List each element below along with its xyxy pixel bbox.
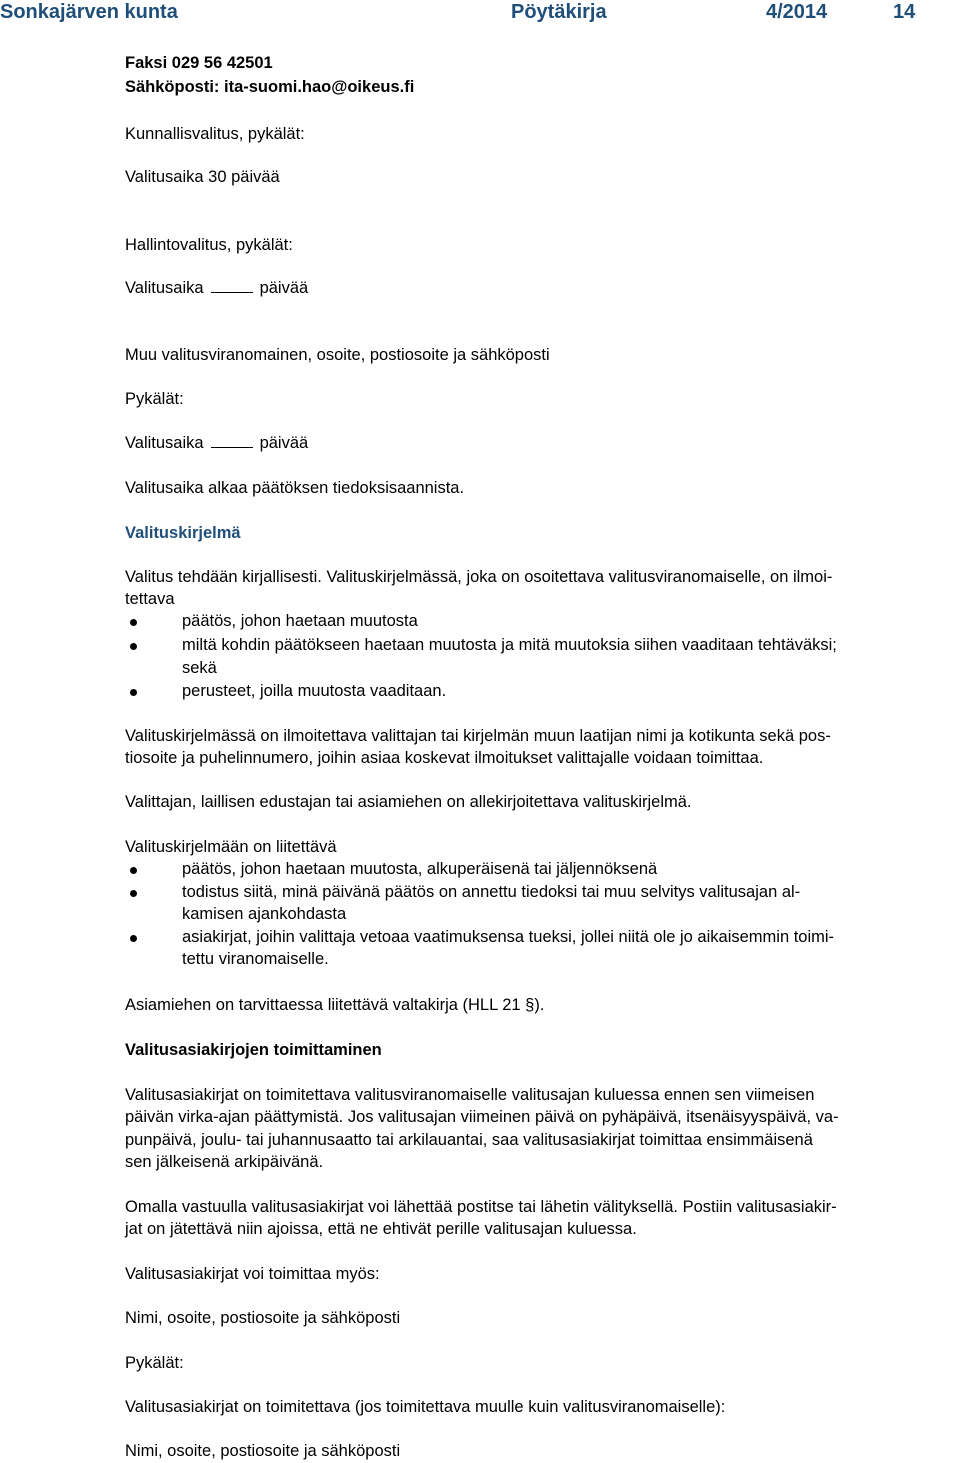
power-of-attorney-text: Asiamiehen on tarvittaessa liitettävä valtakirja (HLL 21 §). bbox=[125, 996, 545, 1014]
list-item-continuation: sekä bbox=[182, 659, 217, 677]
list-item: miltä kohdin päätökseen haetaan muutosta ja mitä muutoksia siihen vaaditaan tehtäväksi; bbox=[182, 636, 837, 654]
other-authority-label: Muu valitusviranomainen, osoite, postiosoite ja sähköposti bbox=[125, 346, 550, 364]
appeal-document-heading: Valituskirjelmä bbox=[125, 524, 241, 542]
paragraph-line: Omalla vastuulla valitusasiakirjat voi lähettää postitse tai lähetin välityksellä. Postiin valitusasiakir- bbox=[125, 1198, 837, 1216]
admin-appeal-period bbox=[125, 278, 308, 299]
municipal-appeal-label: Kunnallisvalitus, pykälät: bbox=[125, 125, 305, 143]
blank-field bbox=[211, 433, 253, 448]
paragraph-line: tiosoite ja puhelinnumero, joihin asiaa koskevat ilmoitukset valittajalle voidaan toimittaa. bbox=[125, 749, 764, 767]
fax-number: Faksi 029 56 42501 bbox=[125, 54, 273, 72]
name-address-label: Nimi, osoite, postiosoite ja sähköposti bbox=[125, 1442, 401, 1460]
admin-appeal-label: Hallintovalitus, pykälät: bbox=[125, 236, 293, 254]
delivery-heading: Valitusasiakirjojen toimittaminen bbox=[125, 1041, 382, 1059]
signature-requirement: Valittajan, laillisen edustajan tai asiamiehen on allekirjoitettava valituskirjelmä. bbox=[125, 793, 692, 811]
period-label: Valitusaika bbox=[125, 279, 204, 297]
bullet-icon bbox=[130, 935, 137, 942]
paragraph-line: Valituskirjelmässä on ilmoitettava valittajan tai kirjelmän muun laatijan nimi ja kotikunta sekä pos- bbox=[125, 727, 831, 745]
paragraph-line: päivän virka-ajan päättymistä. Jos valitusajan viimeinen päivä on pyhäpäivä, itsenäisyyspäivä, va- bbox=[125, 1108, 839, 1126]
name-address-label: Nimi, osoite, postiosoite ja sähköposti bbox=[125, 1309, 401, 1327]
also-deliver-label: Valitusasiakirjat voi toimittaa myös: bbox=[125, 1265, 380, 1283]
paragraph-line: jat on jätettävä niin ajoissa, että ne ehtivät perille valitusajan kuluessa. bbox=[125, 1220, 637, 1238]
municipality-name: Sonkajärven kunta bbox=[0, 1, 178, 23]
list-item: todistus siitä, minä päivänä päätös on annettu tiedoksi tai muu selvitys valitusajan al- bbox=[182, 883, 801, 901]
days-label: päivää bbox=[259, 434, 309, 452]
bullet-icon bbox=[130, 689, 137, 696]
document-type: Pöytäkirja bbox=[511, 1, 607, 23]
email-address: Sähköposti: ita-suomi.hao@oikeus.fi bbox=[125, 78, 415, 96]
blank-field bbox=[211, 278, 253, 293]
list-item-continuation: kamisen ajankohdasta bbox=[182, 905, 347, 923]
paragraph-line: punpäivä, joulu- tai juhannusaatto tai arkilauantai, saa valitusasiakirjat toimittaa ensimmäisenä bbox=[125, 1131, 813, 1149]
bullet-icon bbox=[130, 643, 137, 650]
paragraph-line: Valitusasiakirjat on toimitettava valitusviranomaiselle valitusajan kuluessa ennen sen viimeisen bbox=[125, 1086, 815, 1104]
list-item: päätös, johon haetaan muutosta bbox=[182, 612, 418, 630]
paragraph-line: sen jälkeisenä arkipäivänä. bbox=[125, 1153, 324, 1171]
other-delivery-label: Valitusasiakirjat on toimitettava (jos toimitettava muulle kuin valitusviranomaiselle): bbox=[125, 1398, 726, 1416]
days-label: päivää bbox=[259, 279, 309, 297]
page-number: 14 bbox=[893, 1, 916, 23]
period-label: Valitusaika bbox=[125, 434, 204, 452]
list-item-continuation: tettu viranomaiselle. bbox=[182, 950, 329, 968]
issue-number: 4/2014 bbox=[766, 1, 828, 23]
appeal-period-30: Valitusaika 30 päivää bbox=[125, 168, 280, 186]
bullet-icon bbox=[130, 867, 137, 874]
sections-label: Pykälät: bbox=[125, 390, 184, 408]
paragraph-line: tettava bbox=[125, 590, 175, 608]
paragraph-line: Valitus tehdään kirjallisesti. Valituskirjelmässä, joka on osoitettava valitusviranomaiselle, on ilmoi- bbox=[125, 568, 833, 586]
attachments-intro: Valituskirjelmään on liitettävä bbox=[125, 838, 337, 856]
other-appeal-period bbox=[125, 433, 308, 454]
bullet-icon bbox=[130, 890, 137, 897]
list-item: perusteet, joilla muutosta vaaditaan. bbox=[182, 682, 447, 700]
list-item: asiakirjat, joihin valittaja vetoaa vaatimuksensa tueksi, jollei niitä ole jo aikaisemmin toimi- bbox=[182, 928, 835, 946]
bullet-icon bbox=[130, 619, 137, 626]
period-start-text: Valitusaika alkaa päätöksen tiedoksisaannista. bbox=[125, 479, 465, 497]
sections-label: Pykälät: bbox=[125, 1354, 184, 1372]
list-item: päätös, johon haetaan muutosta, alkuperäisenä tai jäljennöksenä bbox=[182, 860, 658, 878]
